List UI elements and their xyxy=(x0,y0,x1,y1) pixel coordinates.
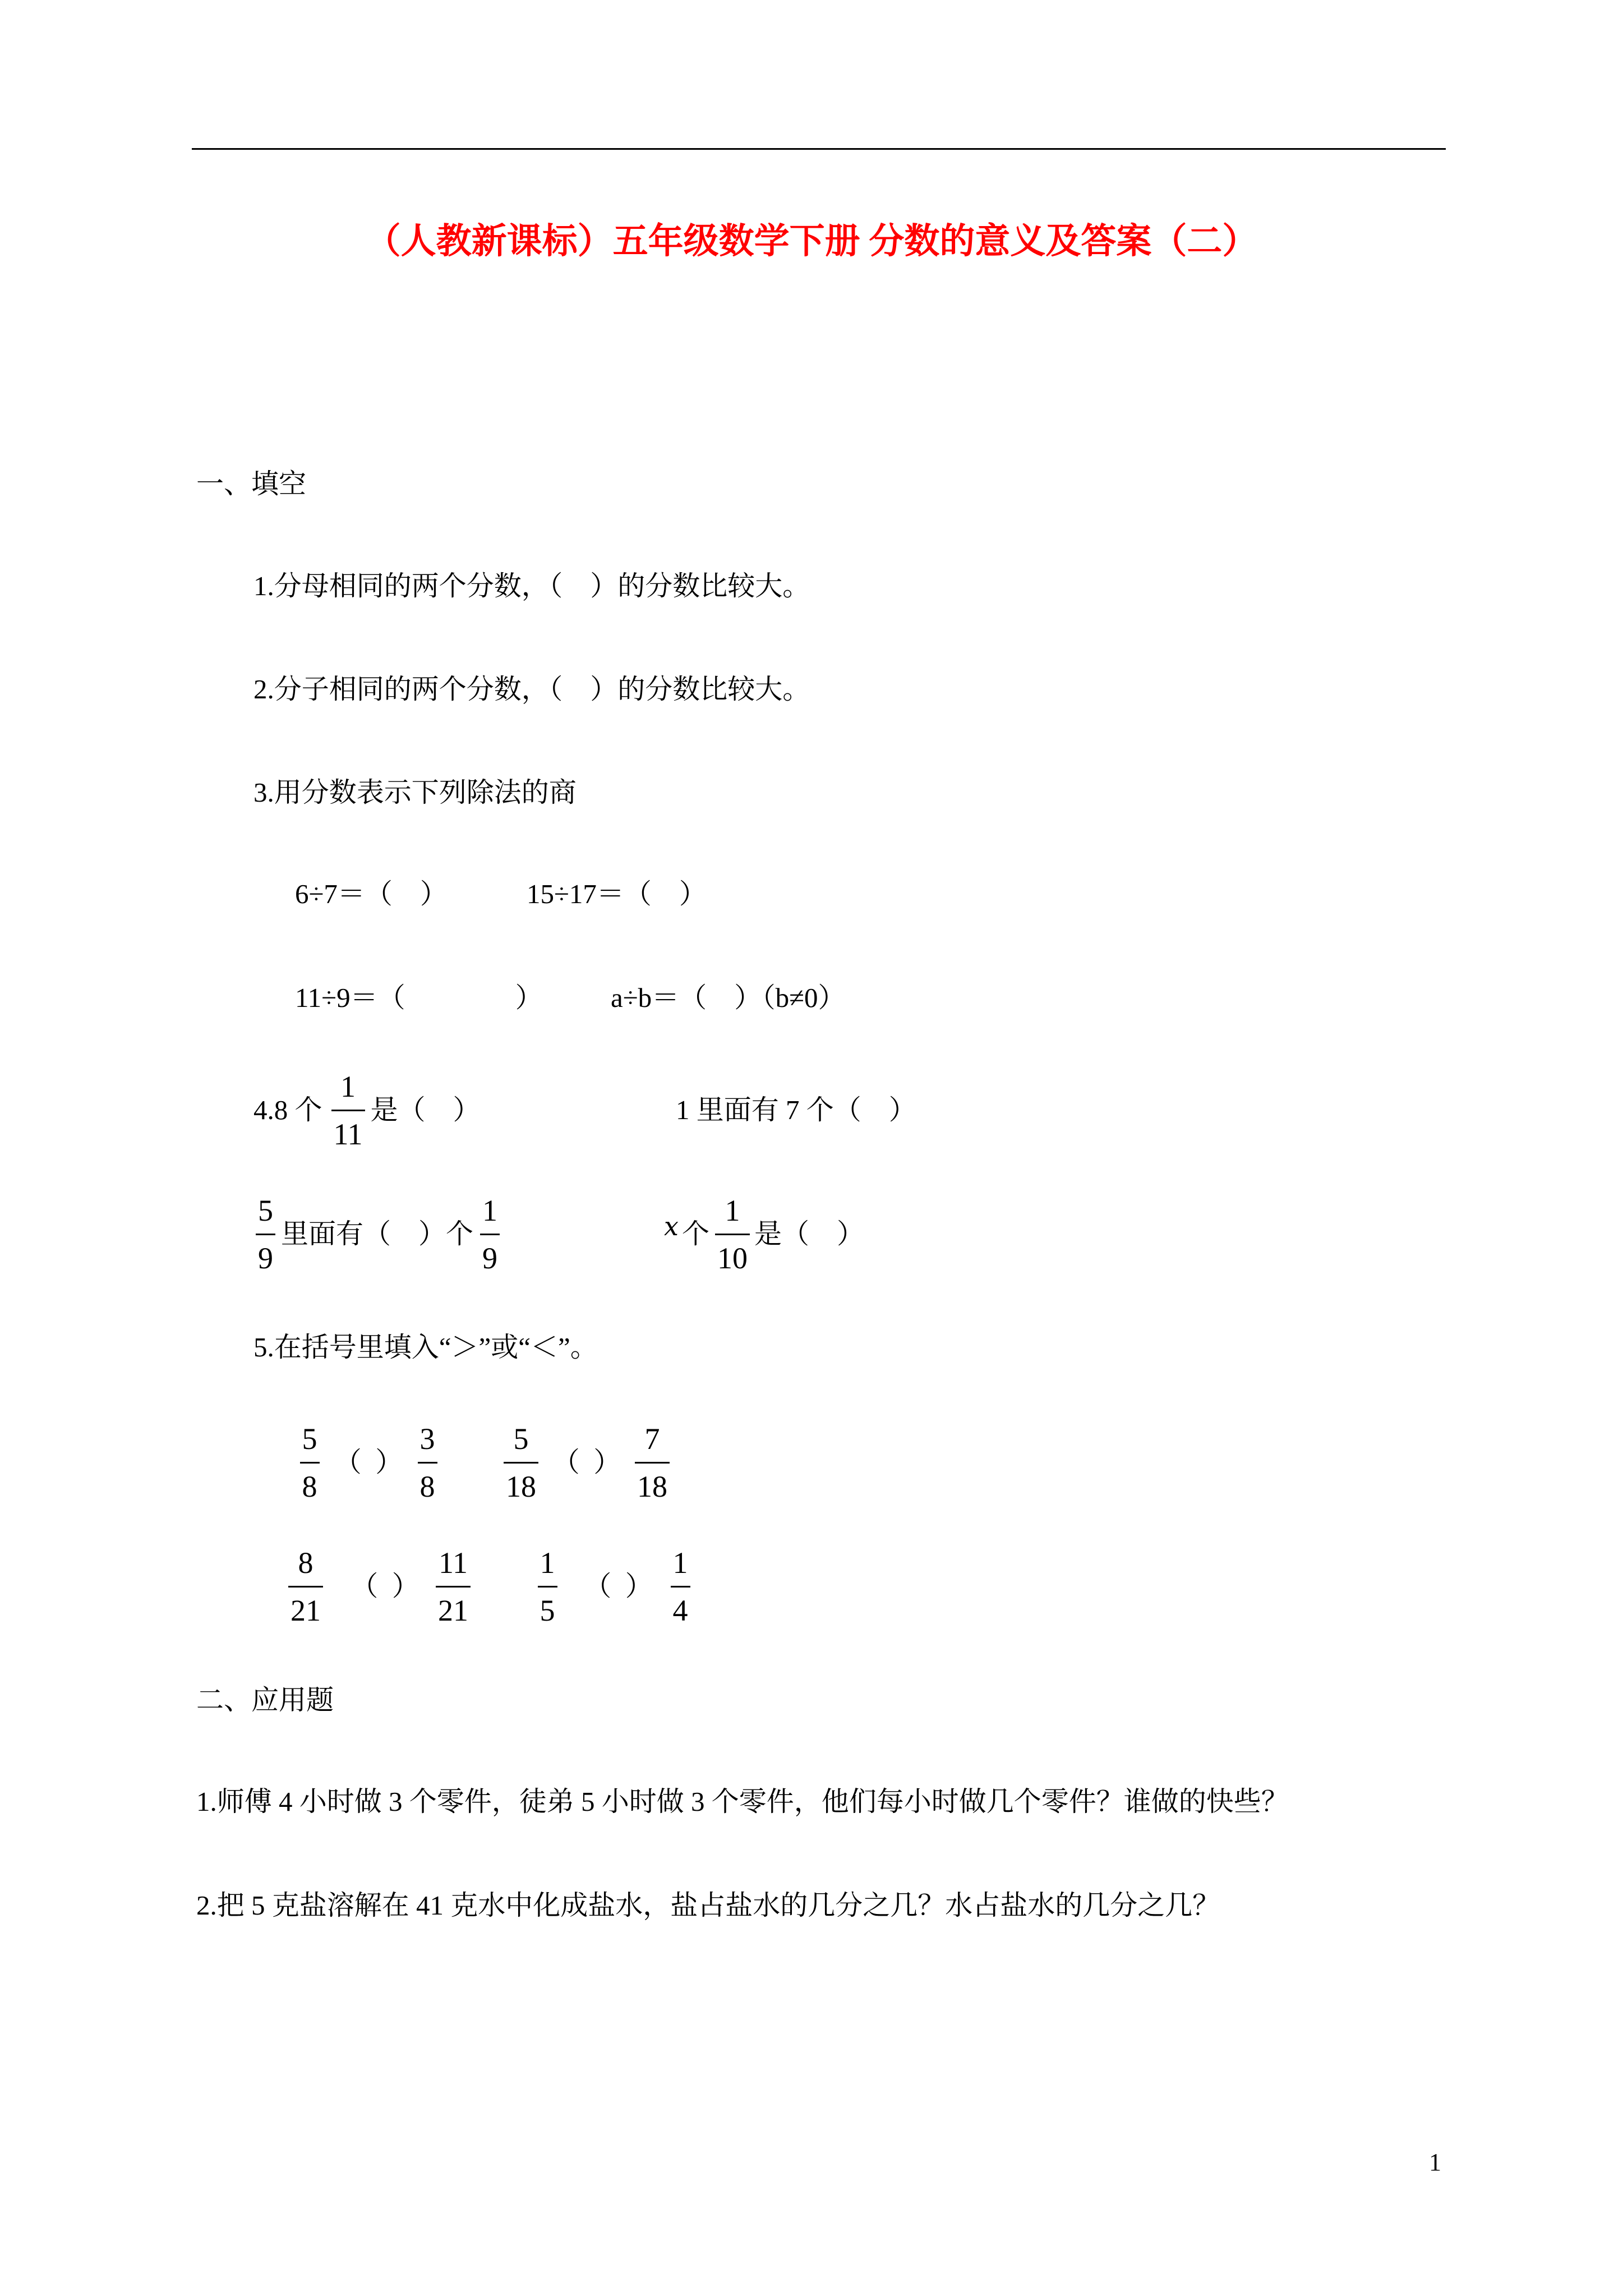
fraction-numerator: 1 xyxy=(540,1545,555,1580)
fraction xyxy=(671,1545,690,1627)
question-middle: 个 xyxy=(681,1218,709,1249)
question-suffix: 是（ ） xyxy=(370,1094,481,1125)
fraction-numerator: 8 xyxy=(298,1545,313,1580)
fraction-denominator: 18 xyxy=(637,1469,667,1503)
question-middle: 里面有（ ）个 xyxy=(281,1218,474,1249)
fraction-denominator: 9 xyxy=(482,1241,498,1275)
fraction xyxy=(331,1071,365,1149)
comparison-left xyxy=(283,1547,328,1626)
fraction xyxy=(436,1545,471,1627)
comparison-right xyxy=(411,1423,444,1502)
fraction-numerator: 1 xyxy=(340,1069,356,1103)
fraction-bar xyxy=(480,1234,500,1235)
comparison xyxy=(293,1423,444,1502)
fraction-bar xyxy=(300,1462,320,1464)
fraction-bar xyxy=(671,1586,690,1588)
fraction xyxy=(504,1421,538,1503)
fraction xyxy=(538,1545,557,1627)
fraction-numerator: 5 xyxy=(258,1193,273,1227)
fraction-denominator: 18 xyxy=(506,1469,536,1503)
question-1-4-part-c xyxy=(253,1195,500,1273)
section-1-heading: 一、填空 xyxy=(196,468,307,499)
question-1-5-prompt: 5.在括号里填入“＞”或“＜”。 xyxy=(253,1332,598,1363)
fraction xyxy=(715,1195,750,1273)
fraction-bar xyxy=(538,1586,557,1588)
fraction-bar xyxy=(504,1462,538,1464)
comparison-right xyxy=(431,1547,476,1626)
comparison xyxy=(531,1547,697,1626)
question-1-2: 2.分子相同的两个分数，（ ）的分数比较大。 xyxy=(253,674,810,705)
fraction xyxy=(480,1195,500,1273)
fraction xyxy=(635,1421,670,1503)
header-rule xyxy=(192,148,1446,150)
comparison-left xyxy=(531,1547,564,1626)
fraction xyxy=(256,1195,275,1273)
comparison-blank: （ ） xyxy=(351,1571,419,1602)
fraction-denominator: 11 xyxy=(333,1117,363,1151)
comparison-blank: （ ） xyxy=(552,1447,621,1478)
comparison-right xyxy=(663,1547,697,1626)
fraction-numerator: 5 xyxy=(513,1421,529,1456)
fraction-bar xyxy=(715,1234,750,1235)
question-prefix: 4.8 个 xyxy=(253,1094,322,1125)
fraction-denominator: 21 xyxy=(291,1593,321,1627)
fraction xyxy=(418,1421,437,1503)
comparison-blank: （ ） xyxy=(584,1571,653,1602)
fraction-bar xyxy=(436,1586,471,1588)
fraction-denominator: 21 xyxy=(438,1593,468,1627)
comparison-left xyxy=(499,1423,543,1502)
question-1-4-part-d xyxy=(664,1195,864,1273)
question-1-4-part-a xyxy=(253,1071,481,1149)
page-title: （人教新课标）五年级数学下册 分数的意义及答案（二） xyxy=(365,222,1258,261)
comparison xyxy=(499,1423,675,1502)
page-number: 1 xyxy=(1429,2148,1441,2176)
fraction-numerator: 3 xyxy=(419,1421,435,1456)
fraction-denominator: 9 xyxy=(258,1241,273,1275)
question-2-2: 2.把 5 克盐溶解在 41 克水中化成盐水，盐占盐水的几分之几？水占盐水的几分之几？ xyxy=(196,1890,1220,1921)
question-1-1: 1.分母相同的两个分数，（ ）的分数比较大。 xyxy=(253,570,810,601)
division-item: a÷b＝（ ）（b≠0） xyxy=(611,982,846,1013)
division-item: 15÷17＝（ ） xyxy=(527,878,707,909)
question-2-1: 1.师傅 4 小时做 3 个零件，徒弟 5 小时做 3 个零件，他们每小时做几个零件？谁做的快些？ xyxy=(196,1786,1289,1817)
fraction-bar xyxy=(635,1462,670,1464)
comparison xyxy=(283,1547,476,1626)
comparison-right xyxy=(630,1423,675,1502)
fraction-bar xyxy=(331,1110,365,1111)
question-1-3-prompt: 3.用分数表示下列除法的商 xyxy=(253,777,577,808)
fraction-numerator: 11 xyxy=(439,1545,468,1580)
fraction xyxy=(288,1545,323,1627)
section-2-heading: 二、应用题 xyxy=(196,1685,334,1715)
variable-x: x xyxy=(664,1211,679,1241)
fraction-denominator: 4 xyxy=(672,1593,688,1627)
fraction-denominator: 8 xyxy=(302,1469,317,1503)
fraction-denominator: 10 xyxy=(717,1241,748,1275)
question-suffix: 是（ ） xyxy=(754,1218,864,1249)
division-item: 6÷7＝（ ） xyxy=(295,878,448,909)
division-item: 11÷9＝（ ） xyxy=(295,982,543,1013)
fraction-bar xyxy=(288,1586,323,1588)
fraction-denominator: 5 xyxy=(540,1593,555,1627)
fraction-bar xyxy=(256,1234,275,1235)
fraction-numerator: 1 xyxy=(672,1545,688,1580)
fraction-numerator: 5 xyxy=(302,1421,317,1456)
fraction xyxy=(300,1421,320,1503)
fraction-numerator: 1 xyxy=(725,1193,740,1227)
comparison-left xyxy=(293,1423,326,1502)
comparison-blank: （ ） xyxy=(334,1447,403,1478)
fraction-numerator: 7 xyxy=(644,1421,660,1456)
fraction-numerator: 1 xyxy=(482,1193,498,1227)
fraction-bar xyxy=(418,1462,437,1464)
question-1-4-part-b: 1 里面有 7 个（ ） xyxy=(676,1094,916,1125)
fraction-denominator: 8 xyxy=(419,1469,435,1503)
